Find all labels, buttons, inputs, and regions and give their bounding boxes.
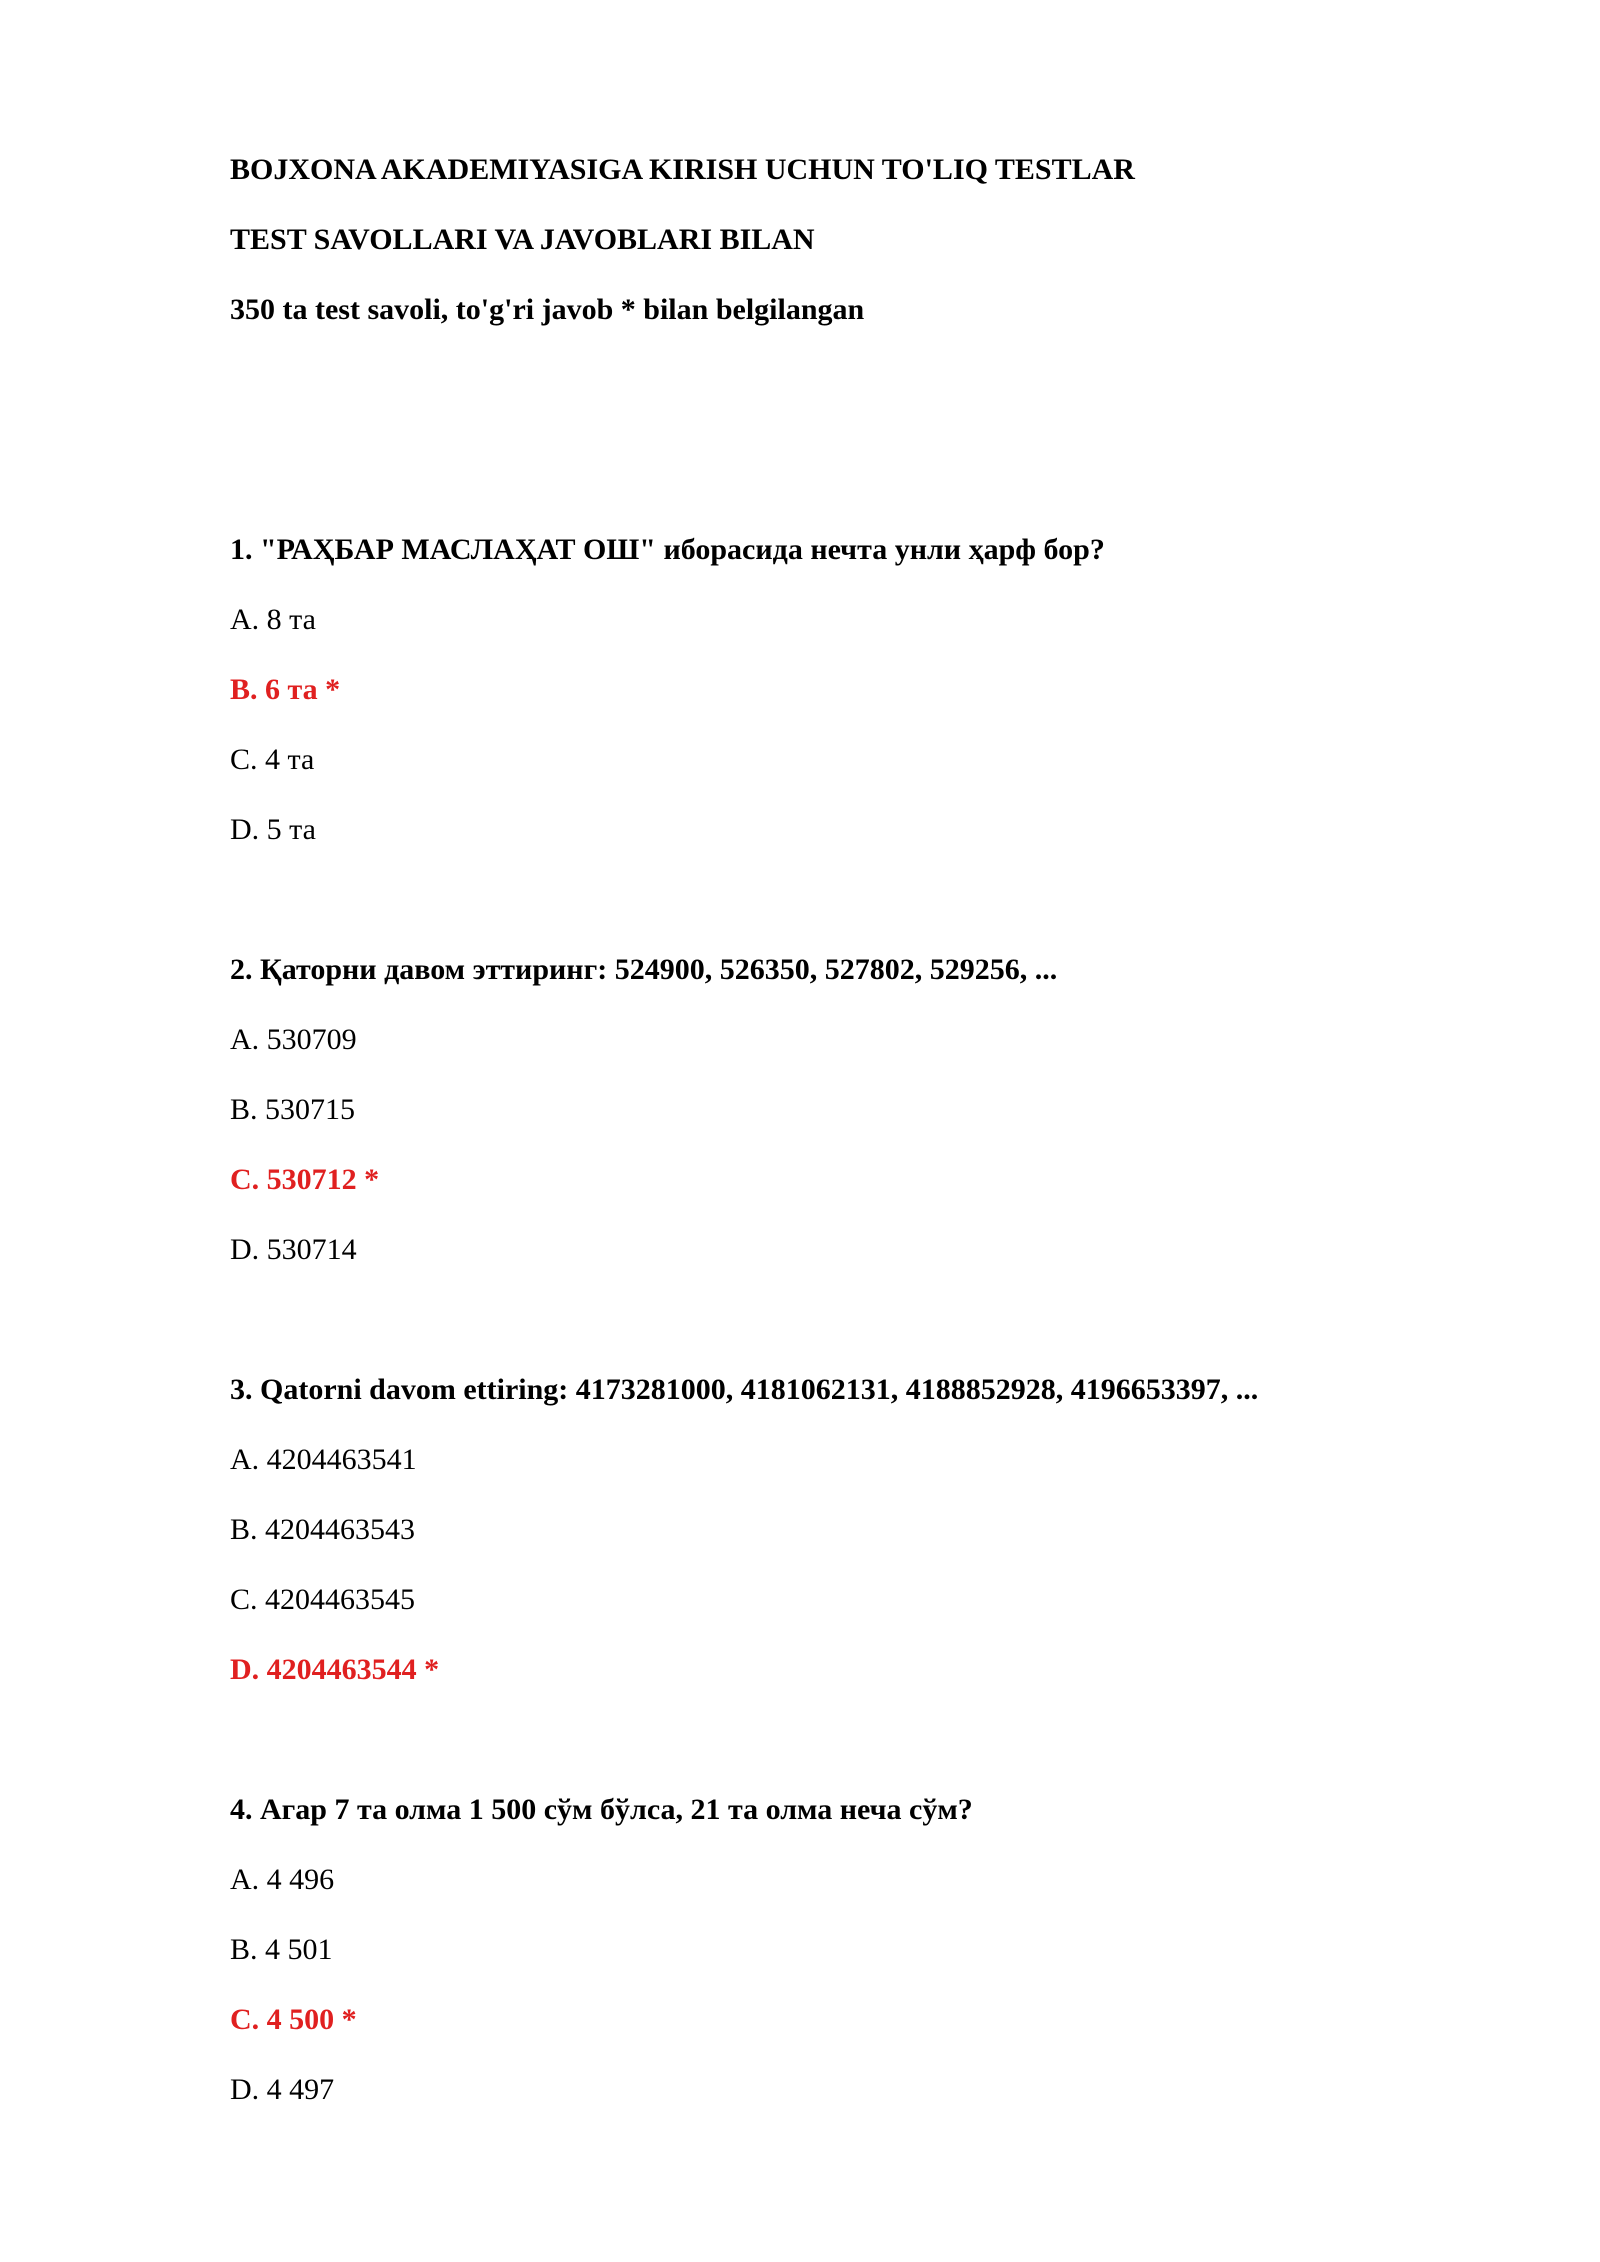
- option-3c: C. 4204463545: [230, 1583, 416, 1616]
- option-1c: C. 4 та: [230, 743, 315, 776]
- question-text-1: 1. "РАҲБАР МАСЛАҲАТ ОШ" иборасида нечта унли ҳарф бор?: [230, 533, 1105, 566]
- document-subtitle: 350 ta test savoli, to'g'ri javob * bilan belgilangan: [230, 293, 865, 326]
- question-block-2: [230, 950, 1470, 1270]
- question-text-3: 3. Qatorni davom ettiring: 4173281000, 4181062131, 4188852928, 4196653397, ...: [230, 1373, 1259, 1406]
- option-2a: A. 530709: [230, 1023, 357, 1056]
- document-title-line-1: BOJXONA AKADEMIYASIGA KIRISH UCHUN TO'LIQ TESTLAR: [230, 153, 1135, 186]
- option-3b: B. 4204463543: [230, 1513, 416, 1546]
- header-spacer: [230, 360, 1470, 530]
- question-block-1: [230, 530, 1470, 850]
- option-1b: B. 6 та *: [230, 673, 341, 706]
- option-4d: D. 4 497: [230, 2073, 335, 2106]
- option-1d: D. 5 та: [230, 813, 316, 846]
- option-4b: B. 4 501: [230, 1933, 333, 1966]
- document-page: [230, 150, 1470, 2210]
- option-4c: C. 4 500 *: [230, 2003, 357, 2036]
- question-block-3: [230, 1370, 1470, 1690]
- question-block-4: [230, 1790, 1470, 2110]
- option-2d: D. 530714: [230, 1233, 357, 1266]
- document-title-line-2: TEST SAVOLLARI VA JAVOBLARI BILAN: [230, 223, 815, 256]
- question-text-2: 2. Қаторни давом эттиринг: 524900, 526350, 527802, 529256, ...: [230, 953, 1058, 986]
- question-text-4: 4. Агар 7 та олма 1 500 сўм бўлса, 21 та олма неча сўм?: [230, 1793, 973, 1826]
- option-3a: A. 4204463541: [230, 1443, 417, 1476]
- option-3d: D. 4204463544 *: [230, 1653, 440, 1686]
- option-4a: A. 4 496: [230, 1863, 335, 1896]
- option-2c: C. 530712 *: [230, 1163, 380, 1196]
- option-1a: A. 8 та: [230, 603, 316, 636]
- option-2b: B. 530715: [230, 1093, 356, 1126]
